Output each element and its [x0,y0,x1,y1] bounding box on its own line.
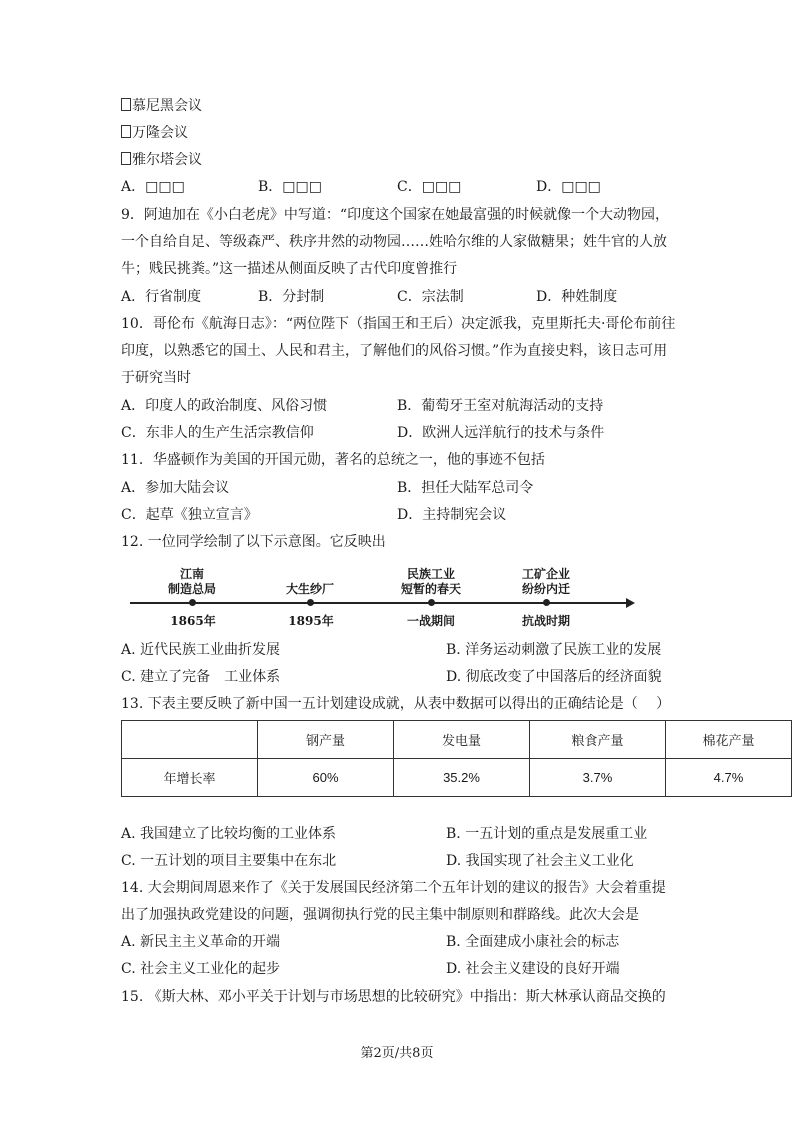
table-header-cell: 钢产量 [258,721,394,759]
q12-option-d: D. 彻底改变了中国落后的经济面貌 [446,669,662,685]
page-footer: 第2页/共8页 [360,1046,434,1061]
q12-option-c: C. 建立了完备 工业体系 [121,669,281,685]
q11-stem-line: 11．华盛顿作为美国的开国元勋，著名的总统之一，他的事迹不包括 [121,452,545,468]
q9-option-a: A．行省制度 [121,289,202,305]
q14-stem-line: 出了加强执政党建设的问题，强调彻执行党的民主集中制原则和群路线。此次大会是 [121,907,639,923]
q9-stem-line: 牛；贱民挑粪。”这一描述从侧面反映了古代印度曾推行 [121,261,458,277]
table-header-cell: 粮食产量 [530,721,666,759]
data-table [121,720,792,797]
q10-option-b: B．葡萄牙王室对航海活动的支持 [397,398,604,414]
timeline-date-1: 1865年 [170,614,216,628]
q11-option-b: B．担任大陆军总司令 [397,480,534,496]
q14-option-b: B. 全面建成小康社会的标志 [446,934,620,950]
q8-option-d: D．□□□ [536,179,601,195]
list-item: 雅尔塔会议 [121,150,202,170]
q14-stem-line: 14. 大会期间周恩来作了《关于发展国民经济第二个五年计划的建议的报告》大会着重提 [121,880,666,896]
q10-stem-line: 于研究当时 [121,370,191,386]
table-cell: 4.7% [666,759,792,797]
q8-option-b: B．□□□ [258,179,322,195]
table-cell: 60% [258,759,394,797]
q13-option-a: A. 我国建立了比较均衡的工业体系 [121,826,337,842]
q10-stem-line: 印度，以熟悉它的国土、人民和君主，了解他们的风俗习惯。”作为直接史料，该日志可用 [121,343,668,359]
q9-stem-line: 一个自给自足、等级森严、秩序井然的动物园……姓哈尔维的人家做糖果；姓牛官的人放 [121,234,667,250]
q10-option-a: A．印度人的政治制度、风俗习惯 [121,398,328,414]
timeline-axis [130,602,630,604]
q14-option-c: C. 社会主义工业化的起步 [121,961,281,977]
q11-option-a: A．参加大陆会议 [121,480,230,496]
q12-stem-line: 12. 一位同学绘制了以下示意图。它反映出 [121,534,386,550]
checkbox-placeholder-icon [121,98,131,111]
q12-option-b: B. 洋务运动刺激了民族工业的发展 [446,642,662,658]
arrow-right-icon [626,598,635,608]
table-row [122,759,792,797]
timeline-dot [189,599,196,606]
q9-stem-line: 9．阿迪加在《小白老虎》中写道：“印度这个国家在她最富强的时候就像一个大动物园， [121,207,670,223]
checkbox-placeholder-icon [121,152,131,165]
table-cell: 35.2% [394,759,530,797]
q14-option-d: D. 社会主义建设的良好开端 [446,961,620,977]
timeline-label-2: 大生纱厂 [285,582,334,596]
table-cell: 年增长率 [122,759,258,797]
timeline-dot [428,599,435,606]
timeline-diagram [126,563,646,633]
q11-option-d: D．主持制宪会议 [397,507,507,523]
q10-option-c: C．东非人的生产生活宗教信仰 [121,425,314,441]
list-item: 万隆会议 [121,123,188,143]
table-header-row [122,721,792,759]
checkbox-placeholder-icon [121,125,131,138]
timeline-dot [543,599,550,606]
q10-stem-line: 10．哥伦布《航海日志》：“两位陛下（指国王和王后）决定派我，克里斯托夫·哥伦布前往 [121,316,676,332]
table-cell: 3.7% [530,759,666,797]
q13-option-d: D. 我国实现了社会主义工业化 [446,853,634,869]
timeline-label-3: 民族工业 短暂的春天 [400,567,461,596]
table-header-cell: 发电量 [394,721,530,759]
q9-option-d: D．种姓制度 [536,289,618,305]
q9-option-c: C．宗法制 [397,289,464,305]
q8-option-a: A．□□□ [121,179,185,195]
timeline-label-4: 工矿企业 纷纷内迁 [521,567,570,596]
q12-option-a: A. 近代民族工业曲折发展 [121,642,281,658]
q9-option-b: B．分封制 [258,289,325,305]
q8-option-c: C．□□□ [397,179,462,195]
list-item: 慕尼黑会议 [121,96,202,116]
q13-stem-line: 13. 下表主要反映了新中国一五计划建设成就，从表中数据可以得出的正确结论是（ ） [121,696,671,712]
table-header-cell: 棉花产量 [666,721,792,759]
q10-option-d: D．欧洲人远洋航行的技术与条件 [397,425,605,441]
q13-option-b: B. 一五计划的重点是发展重工业 [446,826,648,842]
q13-option-c: C. 一五计划的项目主要集中在东北 [121,853,337,869]
timeline-date-2: 1895年 [288,614,334,628]
table-header-cell [122,721,258,759]
timeline-date-4: 抗战时期 [521,614,570,628]
q11-option-c: C．起草《独立宣言》 [121,507,258,523]
q15-stem-line: 15. 《斯大林、邓小平关于计划与市场思想的比较研究》中指出：斯大林承认商品交换的 [121,989,666,1005]
timeline-dot [307,599,314,606]
q14-option-a: A. 新民主主义革命的开端 [121,934,281,950]
timeline-date-3: 一战期间 [406,614,455,628]
timeline-label-1: 江南 制造总局 [167,567,216,596]
